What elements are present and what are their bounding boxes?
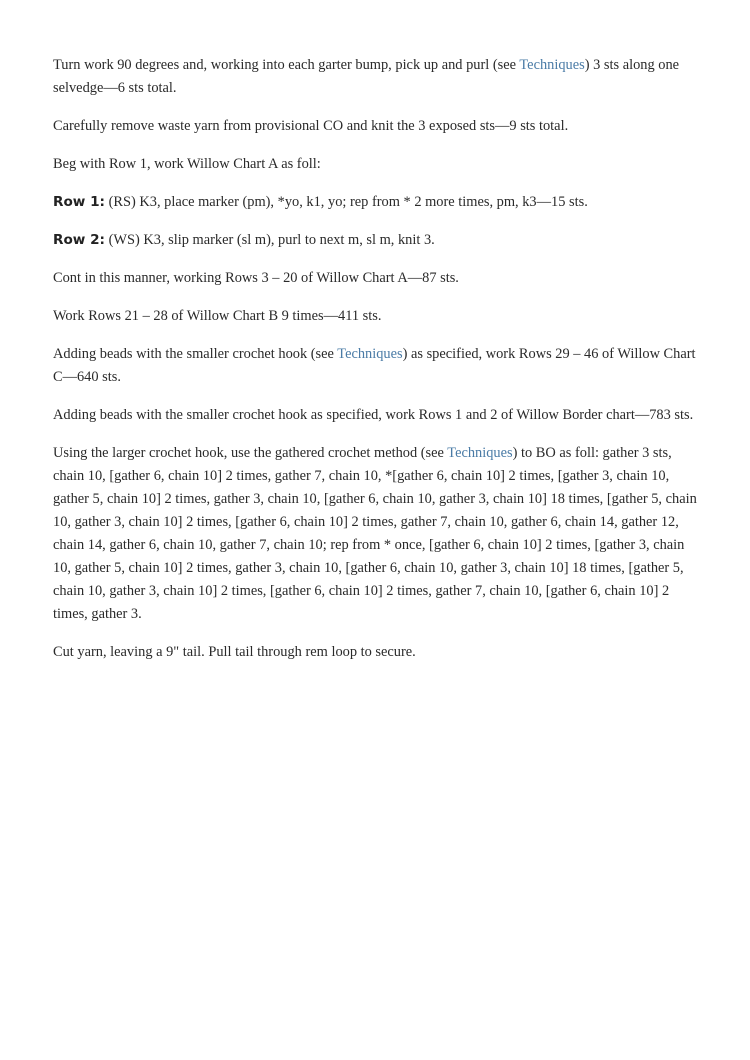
paragraph-chart-c	[53, 343, 698, 389]
paragraph-text: Using the larger crochet hook, use the gathered crochet method (see	[53, 445, 448, 461]
paragraph-text: (WS) K3, slip marker (sl m), purl to next m, sl m, knit 3.	[105, 232, 435, 248]
paragraph-text: (RS) K3, place marker (pm), *yo, k1, yo; rep from * 2 more times, pm, k3—15 sts.	[105, 194, 588, 210]
techniques-link[interactable]: Techniques	[447, 445, 513, 461]
paragraph-bind-off	[53, 442, 698, 626]
techniques-link[interactable]: Techniques	[519, 57, 585, 73]
paragraph-continue-chart-a: Cont in this manner, working Rows 3 – 20 of Willow Chart A—87 sts.	[53, 270, 459, 286]
techniques-link[interactable]: Techniques	[337, 346, 403, 362]
row-label: Row 2:	[53, 232, 105, 248]
paragraph-row-2	[53, 229, 698, 252]
paragraph-remove-waste-yarn: Carefully remove waste yarn from provisional CO and knit the 3 exposed sts—9 sts total.	[53, 118, 569, 134]
paragraph-chart-b: Work Rows 21 – 28 of Willow Chart B 9 times—411 sts.	[53, 308, 382, 324]
paragraph-text: ) to BO as foll: gather 3 sts, chain 10, [gather 6, chain 10] 2 times, gather 7, chain 10, *[gather 6, chain 10] 2 times, [gather 3, chain 10, gather 5, chain 10] 2 times, gather 3, chain 10, [gather 6, chain 10, gather 3, chain 10] 18 times, [gather 5, chain 10, gather 3, chain 10] 2 times, [gather 6, chain 10] 2 times, gather 7, chain 10, gather 6, chain 14, gather 12, chain 14, gather 6, chain 10, gather 7, chain 10; rep from * once, [gather 6, chain 10] 2 times, [gather 3, chain 10, gather 5, chain 10] 2 times, gather 3, chain 10, [gather 6, chain 10, gather 3, chain 10] 18 times, [gather 5, chain 10, gather 3, chain 10] 2 times, [gather 6, chain 10] 2 times, gather 7, chain 10, [gather 6, chain 10] 2 times, gather 3.	[53, 445, 697, 622]
row-label: Row 1:	[53, 194, 105, 210]
paragraph-text: ) 3 sts along one selvedge—6 sts total.	[53, 57, 680, 96]
paragraph-begin-chart-a: Beg with Row 1, work Willow Chart A as foll:	[53, 156, 321, 172]
paragraph-text: Adding beads with the smaller crochet hook (see	[53, 346, 338, 362]
paragraph-row-1	[53, 191, 698, 214]
paragraph-pick-up-purl	[53, 54, 698, 100]
paragraph-cut-yarn: Cut yarn, leaving a 9" tail. Pull tail through rem loop to secure.	[53, 644, 416, 660]
paragraph-text: ) as specified, work Rows 29 – 46 of Willow Chart C—640 sts.	[53, 346, 696, 385]
paragraph-text: Turn work 90 degrees and, working into each garter bump, pick up and purl (see	[53, 57, 520, 73]
paragraph-border-chart: Adding beads with the smaller crochet hook as specified, work Rows 1 and 2 of Willow Border chart—783 sts.	[53, 407, 694, 423]
pattern-instructions	[53, 54, 698, 679]
